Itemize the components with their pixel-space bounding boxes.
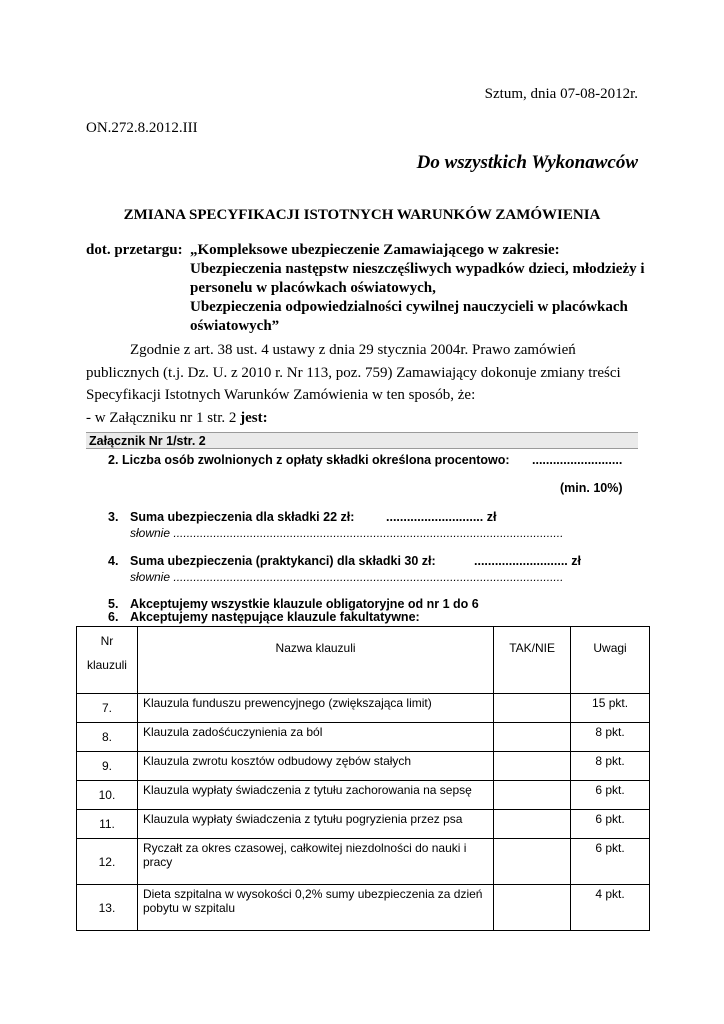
paragraph-line: Specyfikacji Istotnych Warunków Zamówienia w ten sposób, że:: [86, 387, 476, 403]
clause-name: Klauzula zadośćuczynienia za ból: [137, 723, 493, 752]
item-number: 2.: [108, 453, 119, 467]
fill-in-dots: ............................ zł: [386, 510, 497, 524]
clause-points: 15 pkt.: [571, 694, 650, 723]
subject-line: Ubezpieczenia odpowiedzialności cywilnej nauczycieli w placówkach: [190, 299, 628, 315]
clause-number: 8.: [77, 723, 138, 752]
subject-line: personelu w placówkach oświatowych,: [190, 280, 436, 296]
table-row: [77, 885, 650, 931]
item-number: 5.: [108, 597, 119, 611]
table-row: [77, 752, 650, 781]
subject-label: dot. przetargu:: [86, 242, 183, 258]
clause-name: Klauzula wypłaty świadczenia z tytułu pogryzienia przez psa: [137, 810, 493, 839]
paragraph-line: Zgodnie z art. 38 ust. 4 ustawy z dnia 29 stycznia 2004r. Prawo zamówień: [130, 342, 576, 358]
clause-name: Klauzula funduszu prewencyjnego (zwiększająca limit): [137, 694, 493, 723]
column-header-nr: Nr klauzuli: [77, 627, 138, 694]
amount-in-words: słownie .....................................................................................................................: [130, 526, 564, 540]
clause-name: Dieta szpitalna w wysokości 0,2% sumy ubezpieczenia za dzień pobytu w szpitalu: [137, 885, 493, 931]
clause-number: 13.: [77, 885, 138, 931]
fill-in-dots: ..........................: [532, 453, 623, 467]
clause-points: 8 pkt.: [571, 752, 650, 781]
clause-points: 6 pkt.: [571, 781, 650, 810]
clause-name: Klauzula zwrotu kosztów odbudowy zębów stałych: [137, 752, 493, 781]
tak-nie-cell[interactable]: [494, 781, 571, 810]
subject-lines: [190, 241, 650, 336]
paragraph-line: publicznych (t.j. Dz. U. z 2010 r. Nr 113, poz. 759) Zamawiający dokonuje zmiany treści: [86, 364, 621, 381]
clause-number: 10.: [77, 781, 138, 810]
subject-line: Ubezpieczenia następstw nieszczęśliwych wypadków dzieci, młodzieży i: [190, 261, 645, 277]
clause-number: 9.: [77, 752, 138, 781]
item-text: Liczba osób zwolnionych z opłaty składki określona procentowo:: [122, 453, 510, 467]
clause-points: 6 pkt.: [571, 839, 650, 885]
clause-name: Klauzula wypłaty świadczenia z tytułu zachorowania na sepsę: [137, 781, 493, 810]
table-row: [77, 781, 650, 810]
tak-nie-cell[interactable]: [494, 810, 571, 839]
item-number: 3.: [108, 510, 119, 524]
fill-in-dots: ........................... zł: [474, 554, 581, 568]
table-header-row: [77, 627, 650, 694]
clause-number: 11.: [77, 810, 138, 839]
recipient-line: Do wszystkich Wykonawców: [416, 152, 638, 173]
body-paragraph: [86, 339, 646, 429]
amount-in-words: słownie .....................................................................................................................: [130, 570, 564, 584]
tak-nie-cell[interactable]: [494, 723, 571, 752]
table-row: [77, 723, 650, 752]
subject-line: „Kompleksowe ubezpieczenie Zamawiającego w zakresie:: [190, 242, 560, 258]
minimum-note: (min. 10%): [560, 481, 623, 495]
table-row: [77, 810, 650, 839]
item-text: Akceptujemy następujące klauzule fakultatywne:: [130, 610, 420, 624]
item-text: Suma ubezpieczenia dla składki 22 zł:: [130, 510, 355, 524]
item-text: Akceptujemy wszystkie klauzule obligatoryjne od nr 1 do 6: [130, 597, 479, 611]
column-header-name: Nazwa klauzuli: [137, 627, 493, 694]
tak-nie-cell[interactable]: [494, 694, 571, 723]
clause-name: Ryczałt za okres czasowej, całkowitej niezdolności do nauki i pracy: [137, 839, 493, 885]
clause-points: 8 pkt.: [571, 723, 650, 752]
tak-nie-cell[interactable]: [494, 885, 571, 931]
subject-line: oświatowych”: [190, 318, 280, 334]
attachment-header: Załącznik Nr 1/str. 2: [86, 432, 638, 449]
document-date: Sztum, dnia 07-08-2012r.: [484, 86, 638, 102]
column-header-uwagi: Uwagi: [571, 627, 650, 694]
table-row: [77, 839, 650, 885]
clause-points: 4 pkt.: [571, 885, 650, 931]
table-row: [77, 694, 650, 723]
document-number: ON.272.8.2012.III: [86, 120, 198, 136]
paragraph-line: - w Załączniku nr 1 str. 2: [86, 409, 241, 426]
item-number: 4.: [108, 554, 119, 568]
clause-number: 12.: [77, 839, 138, 885]
document-title: ZMIANA SPECYFIKACJI ISTOTNYCH WARUNKÓW ZAMÓWIENIA: [123, 207, 601, 223]
column-header-tak-nie: TAK/NIE: [494, 627, 571, 694]
clause-points: 6 pkt.: [571, 810, 650, 839]
clause-number: 7.: [77, 694, 138, 723]
clauses-table: [76, 626, 650, 931]
paragraph-emphasis: jest:: [240, 409, 268, 426]
item-text: Suma ubezpieczenia (praktykanci) dla składki 30 zł:: [130, 554, 436, 568]
tak-nie-cell[interactable]: [494, 839, 571, 885]
item-number: 6.: [108, 610, 119, 624]
tak-nie-cell[interactable]: [494, 752, 571, 781]
